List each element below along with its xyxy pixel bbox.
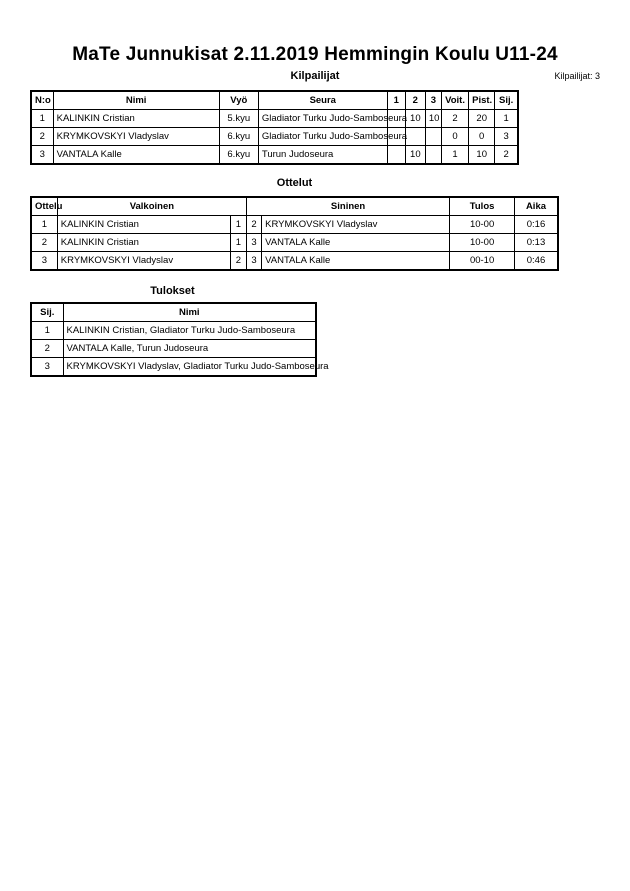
table-row bbox=[31, 216, 558, 234]
matches-header-row bbox=[31, 197, 558, 216]
page-title: MaTe Junnukisat 2.11.2019 Hemmingin Koulu U11-24 bbox=[72, 44, 558, 65]
table-row bbox=[31, 146, 518, 165]
competitor-club: Gladiator Turku Judo-Samboseura bbox=[258, 128, 387, 146]
results-table bbox=[30, 302, 329, 377]
competitors-section-title: Kilpailijat bbox=[290, 70, 340, 82]
competitor-belt: 6.kyu bbox=[219, 128, 258, 146]
white-competitor: KALINKIN Cristian bbox=[57, 216, 230, 234]
score-vs-2 bbox=[405, 128, 425, 146]
match-result: 00-10 bbox=[450, 252, 515, 271]
competitor-wins: 0 bbox=[441, 128, 468, 146]
white-number: 1 bbox=[230, 216, 246, 234]
competitor-points: 20 bbox=[469, 110, 495, 128]
blue-number: 3 bbox=[246, 234, 261, 252]
blue-number: 3 bbox=[246, 252, 261, 271]
competitor-name: KALINKIN Cristian bbox=[53, 110, 219, 128]
competitor-name: KRYMKOVSKYI Vladyslav bbox=[53, 128, 219, 146]
header-rank: Sij. bbox=[31, 303, 63, 322]
competitor-number: 3 bbox=[31, 146, 53, 165]
header-vs-1: 1 bbox=[387, 91, 405, 110]
header-blue: Sininen bbox=[246, 197, 449, 216]
white-number: 1 bbox=[230, 234, 246, 252]
header-vs-2: 2 bbox=[405, 91, 425, 110]
header-number: N:o bbox=[31, 91, 53, 110]
header-club: Seura bbox=[258, 91, 387, 110]
table-row bbox=[31, 128, 518, 146]
white-competitor: KRYMKOVSKYI Vladyslav bbox=[57, 252, 230, 271]
competitors-table bbox=[30, 90, 519, 165]
matches-table bbox=[30, 196, 559, 271]
header-result: Tulos bbox=[450, 197, 515, 216]
table-row bbox=[31, 340, 316, 358]
matches-section-title: Ottelut bbox=[276, 177, 313, 189]
header-white: Valkoinen bbox=[57, 197, 246, 216]
result-name: KALINKIN Cristian, Gladiator Turku Judo-Samboseura bbox=[63, 322, 316, 340]
competitor-rank: 2 bbox=[495, 146, 518, 165]
competitor-belt: 5.kyu bbox=[219, 110, 258, 128]
score-vs-3 bbox=[425, 146, 441, 165]
competitors-header-row bbox=[31, 91, 518, 110]
header-time: Aika bbox=[514, 197, 558, 216]
table-row bbox=[31, 358, 316, 377]
competitor-wins: 1 bbox=[441, 146, 468, 165]
match-time: 0:16 bbox=[514, 216, 558, 234]
table-row bbox=[31, 252, 558, 271]
blue-number: 2 bbox=[246, 216, 261, 234]
blue-competitor: KRYMKOVSKYI Vladyslav bbox=[262, 216, 450, 234]
header-match: Ottelu bbox=[31, 197, 57, 216]
match-number: 2 bbox=[31, 234, 57, 252]
competitor-number: 1 bbox=[31, 110, 53, 128]
blue-competitor: VANTALA Kalle bbox=[262, 234, 450, 252]
match-time: 0:46 bbox=[514, 252, 558, 271]
score-vs-3 bbox=[425, 128, 441, 146]
header-rank: Sij. bbox=[495, 91, 518, 110]
match-time: 0:13 bbox=[514, 234, 558, 252]
header-belt: Vyö bbox=[219, 91, 258, 110]
table-row bbox=[31, 322, 316, 340]
match-result: 10-00 bbox=[450, 216, 515, 234]
result-rank: 2 bbox=[31, 340, 63, 358]
competitor-points: 0 bbox=[469, 128, 495, 146]
score-vs-2: 10 bbox=[405, 110, 425, 128]
score-vs-2: 10 bbox=[405, 146, 425, 165]
score-vs-3: 10 bbox=[425, 110, 441, 128]
competitor-number: 2 bbox=[31, 128, 53, 146]
competitor-name: VANTALA Kalle bbox=[53, 146, 219, 165]
result-rank: 1 bbox=[31, 322, 63, 340]
competitor-points: 10 bbox=[469, 146, 495, 165]
result-name: VANTALA Kalle, Turun Judoseura bbox=[63, 340, 316, 358]
table-row bbox=[31, 110, 518, 128]
competitor-wins: 2 bbox=[441, 110, 468, 128]
match-result: 10-00 bbox=[450, 234, 515, 252]
competitor-rank: 1 bbox=[495, 110, 518, 128]
score-vs-1 bbox=[387, 146, 405, 165]
results-header-row bbox=[31, 303, 316, 322]
blue-competitor: VANTALA Kalle bbox=[262, 252, 450, 271]
competitor-belt: 6.kyu bbox=[219, 146, 258, 165]
result-rank: 3 bbox=[31, 358, 63, 377]
header-points: Pist. bbox=[469, 91, 495, 110]
header-name: Nimi bbox=[53, 91, 219, 110]
competitor-count: Kilpailijat: 3 bbox=[554, 71, 600, 81]
competitor-club: Turun Judoseura bbox=[258, 146, 387, 165]
header-name: Nimi bbox=[63, 303, 316, 322]
white-number: 2 bbox=[230, 252, 246, 271]
results-section-title: Tulokset bbox=[150, 285, 195, 297]
table-row bbox=[31, 234, 558, 252]
header-vs-3: 3 bbox=[425, 91, 441, 110]
match-number: 3 bbox=[31, 252, 57, 271]
competitor-club: Gladiator Turku Judo-Samboseura bbox=[258, 110, 387, 128]
competitor-rank: 3 bbox=[495, 128, 518, 146]
white-competitor: KALINKIN Cristian bbox=[57, 234, 230, 252]
result-name: KRYMKOVSKYI Vladyslav, Gladiator Turku Judo-Samboseura bbox=[63, 358, 316, 377]
header-wins: Voit. bbox=[441, 91, 468, 110]
match-number: 1 bbox=[31, 216, 57, 234]
